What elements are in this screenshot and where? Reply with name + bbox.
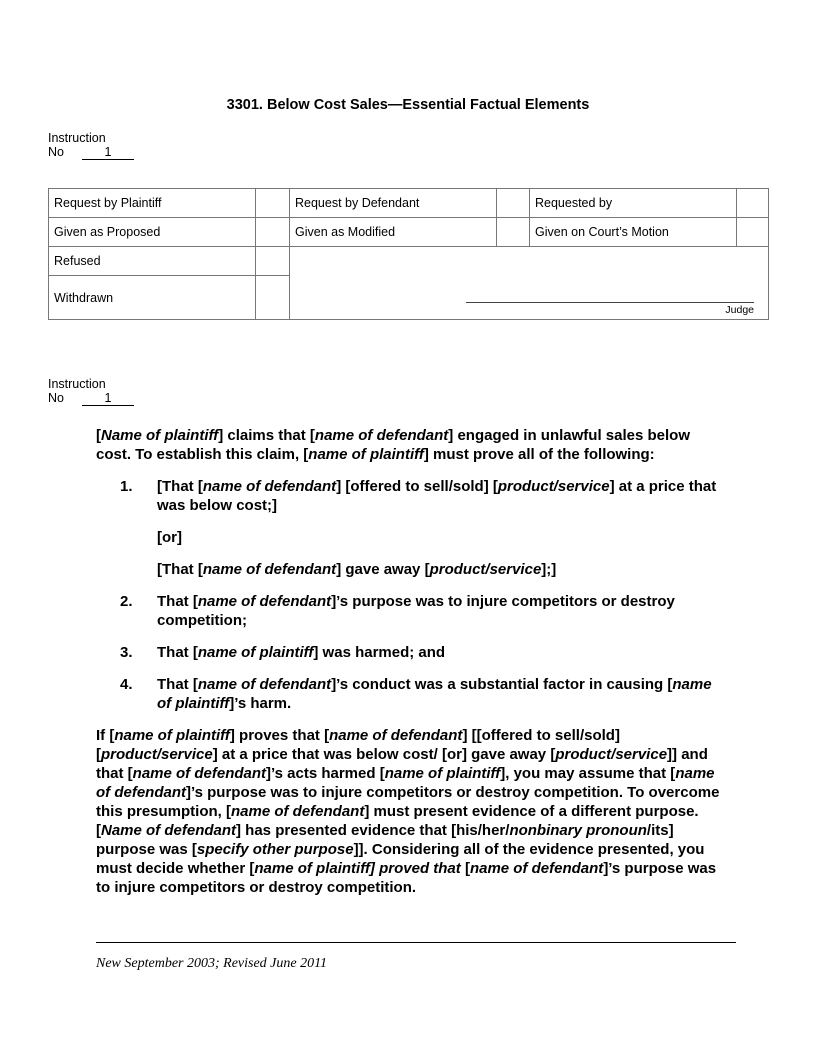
revision-history: New September 2003; Revised June 2011 <box>96 956 328 971</box>
placeholder-text: name of plaintiff <box>384 765 501 782</box>
judge-signature-line[interactable] <box>466 302 754 303</box>
text-segment: ]’s purpose was to injure competitors or destroy competition. <box>96 860 717 896</box>
refused-box[interactable] <box>256 247 290 276</box>
text-segment: That [ <box>157 676 198 693</box>
withdrawn-label: Withdrawn <box>49 276 256 320</box>
text-segment: ]’s conduct was a substantial factor in causing [ <box>331 676 673 693</box>
text-segment: ]’s purpose was to injure competitors or destroy competition; <box>157 593 675 629</box>
text-segment: ] engaged in unlawful sales below cost. To establish this claim, [ <box>96 427 690 463</box>
text-segment: ]’s harm. <box>229 695 292 712</box>
placeholder-text: name of defendant <box>96 765 715 801</box>
list-item-number: 4. <box>120 676 133 693</box>
request-by-plaintiff-label: Request by Plaintiff <box>49 189 256 218</box>
list-item <box>96 477 728 515</box>
given-as-proposed-box[interactable] <box>256 218 290 247</box>
text-segment: ] [[offered to sell/sold] [ <box>96 727 620 763</box>
text-segment: [ <box>96 427 101 444</box>
placeholder-text: product/service <box>555 746 668 763</box>
placeholder-text: name of defendant <box>231 803 365 820</box>
elements-list <box>96 477 728 713</box>
judge-signature-area <box>290 247 769 320</box>
requested-by-box[interactable] <box>737 189 769 218</box>
text-segment: ] claims that [ <box>218 427 315 444</box>
text-segment: ]’s purpose was to injure competitors or destroy competition. To overcome this presumption, [ <box>96 784 720 820</box>
instruction-label: Instruction <box>48 131 106 145</box>
list-item-text <box>157 675 728 713</box>
text-segment: ] must prove all of the following: <box>423 446 655 463</box>
intro-paragraph <box>96 426 728 464</box>
text-segment: ] proves that [ <box>229 727 330 744</box>
text-segment: [ <box>460 860 470 877</box>
text-segment: ] gave away [ <box>336 561 430 578</box>
placeholder-text: product/service <box>429 561 542 578</box>
instruction-number: 1 <box>82 146 134 160</box>
text-segment: ]] and that [ <box>96 746 708 782</box>
given-as-modified-box[interactable] <box>497 218 530 247</box>
instruction-body <box>96 426 728 910</box>
placeholder-text: Name of defendant <box>101 822 237 839</box>
text-segment: ]’s acts harmed [ <box>266 765 385 782</box>
placeholder-text: name of defendant <box>329 727 463 744</box>
text-segment: ]]. Considering all of the evidence presented, you must decide whether [ <box>96 841 705 877</box>
list-item-number: 1. <box>120 478 133 495</box>
placeholder-text: name of plaintiff] proved that <box>254 860 461 877</box>
placeholder-text: name of plaintiff <box>308 446 424 463</box>
text-segment: That [ <box>157 593 198 610</box>
instruction-number-top <box>48 131 134 160</box>
request-by-defendant-box[interactable] <box>497 189 530 218</box>
instruction-number: 1 <box>82 392 134 406</box>
text-segment: [or] <box>157 529 182 546</box>
placeholder-text: name of plaintiff <box>197 644 314 661</box>
placeholder-text: nonbinary pronoun <box>509 822 647 839</box>
placeholder-text: name of defendant <box>132 765 267 782</box>
instruction-disposition-table <box>48 188 769 320</box>
given-on-courts-motion-box[interactable] <box>737 218 769 247</box>
text-segment: [That [ <box>157 478 203 495</box>
given-as-proposed-label: Given as Proposed <box>49 218 256 247</box>
placeholder-text: Name of plaintiff <box>101 427 219 444</box>
placeholder-text: name of defendant <box>469 860 604 877</box>
withdrawn-box[interactable] <box>256 276 290 320</box>
text-segment: ] must present evidence of a different purpose. [ <box>96 803 699 839</box>
text-segment: /its] purpose was [ <box>96 822 674 858</box>
footer-divider <box>96 942 736 943</box>
placeholder-text: name of plaintiff <box>114 727 230 744</box>
list-item-text <box>157 477 728 515</box>
text-segment: ] at a price that was below cost;] <box>157 478 717 514</box>
given-as-modified-label: Given as Modified <box>290 218 497 247</box>
text-segment: ] at a price that was below cost/ [or] gave away [ <box>212 746 556 763</box>
list-item-text <box>157 592 728 630</box>
placeholder-text: name of defendant <box>202 561 337 578</box>
list-item-alternative <box>157 528 728 547</box>
instruction-label: Instruction <box>48 377 106 391</box>
list-item-text <box>157 643 728 662</box>
page-title: 3301. Below Cost Sales—Essential Factual Elements <box>226 97 590 113</box>
request-by-defendant-label: Request by Defendant <box>290 189 497 218</box>
list-item <box>96 675 728 713</box>
refused-label: Refused <box>49 247 256 276</box>
text-segment: ] [offered to sell/sold] [ <box>336 478 498 495</box>
placeholder-text: product/service <box>497 478 610 495</box>
instruction-number-bottom <box>48 377 134 406</box>
text-segment: ], you may assume that [ <box>500 765 676 782</box>
presumption-paragraph <box>96 726 728 897</box>
text-segment: ] has presented evidence that [his/her/ <box>236 822 510 839</box>
list-item-number: 3. <box>120 644 133 661</box>
list-item-alternative <box>157 560 728 579</box>
placeholder-text: name of defendant <box>197 676 332 693</box>
request-by-plaintiff-box[interactable] <box>256 189 290 218</box>
requested-by-label: Requested by <box>530 189 737 218</box>
placeholder-text: specify other purpose <box>196 841 354 858</box>
text-segment: [That [ <box>157 561 203 578</box>
text-segment: If [ <box>96 727 115 744</box>
text-segment: ];] <box>541 561 557 578</box>
given-on-courts-motion-label: Given on Court’s Motion <box>530 218 737 247</box>
text-segment: ] was harmed; and <box>313 644 446 661</box>
no-label: No <box>48 391 64 405</box>
placeholder-text: name of plaintiff <box>157 676 712 712</box>
list-item-number: 2. <box>120 593 133 610</box>
placeholder-text: product/service <box>101 746 213 763</box>
placeholder-text: name of defendant <box>314 427 449 444</box>
text-segment: That [ <box>157 644 198 661</box>
list-item <box>96 592 728 630</box>
placeholder-text: name of defendant <box>197 593 332 610</box>
judge-label: Judge <box>725 304 754 316</box>
placeholder-text: name of defendant <box>202 478 337 495</box>
no-label: No <box>48 145 64 159</box>
list-item <box>96 643 728 662</box>
